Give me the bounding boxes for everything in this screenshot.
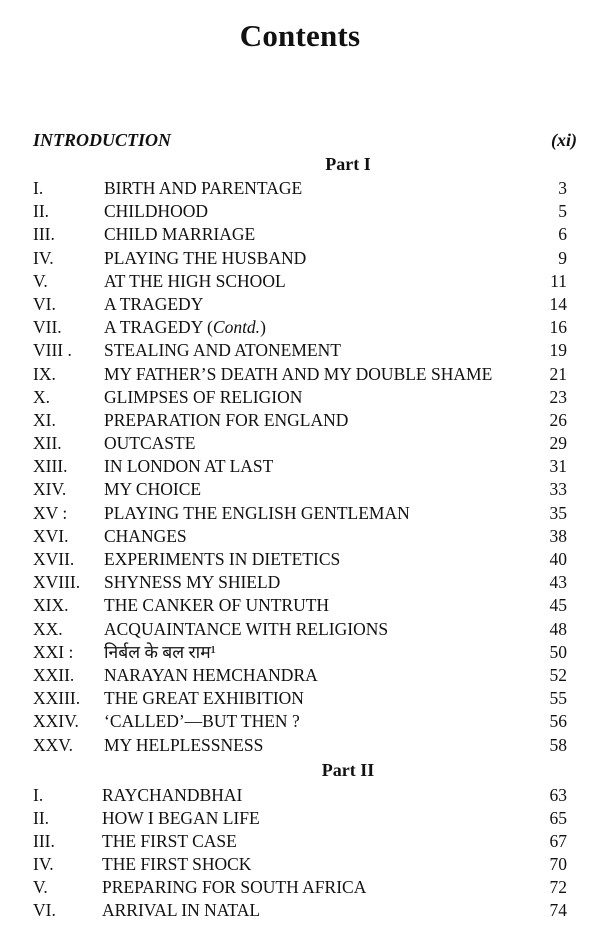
toc-entry (0, 571, 600, 594)
toc-entry (0, 316, 600, 339)
chapter-title: CHILDHOOD (104, 201, 209, 222)
chapter-number: XV : (33, 502, 68, 523)
toc-entry (0, 548, 600, 571)
chapter-title: CHANGES (104, 525, 187, 546)
chapter-page: 56 (549, 711, 567, 732)
toc-entry (0, 525, 600, 548)
toc-entry (0, 455, 600, 478)
chapter-page: 74 (549, 900, 567, 920)
chapter-number: IV. (33, 247, 54, 268)
chapter-number: III. (33, 224, 55, 245)
chapter-page: 43 (549, 572, 567, 593)
chapter-title: PLAYING THE HUSBAND (104, 247, 307, 268)
chapter-title: THE GREAT EXHIBITION (104, 688, 304, 709)
toc-entry (0, 710, 600, 733)
chapter-number: XVIII. (33, 572, 81, 593)
chapter-number: II. (33, 808, 50, 828)
toc-entry (0, 409, 600, 432)
chapter-page: 67 (549, 831, 567, 851)
chapter-number: V. (33, 877, 48, 897)
chapter-number: XII. (33, 433, 62, 454)
toc-entry (0, 807, 600, 830)
chapter-number: XIX. (33, 595, 69, 616)
chapter-number: XVII. (33, 549, 75, 569)
chapter-page: 38 (549, 525, 567, 546)
chapter-page: 63 (549, 785, 567, 805)
chapter-number: XVI. (33, 525, 69, 546)
chapter-number: XIV. (33, 479, 67, 500)
chapter-page: 11 (550, 270, 567, 291)
introduction-entry (33, 130, 577, 154)
toc-entry (0, 478, 600, 501)
toc-entry (0, 339, 600, 362)
chapter-page: 14 (549, 293, 567, 314)
part-2-entries (0, 784, 600, 922)
part-2-heading: Part II (321, 760, 375, 780)
chapter-page: 16 (549, 317, 567, 338)
chapter-page: 26 (549, 409, 567, 430)
toc-entry (0, 177, 600, 200)
toc-entry (0, 899, 600, 922)
toc-entry (0, 830, 600, 853)
chapter-page: 35 (549, 502, 567, 523)
chapter-title: OUTCASTE (104, 433, 196, 454)
chapter-page: 19 (549, 340, 567, 361)
chapter-title: A TRAGEDY (104, 293, 204, 314)
chapter-number: V. (33, 270, 48, 291)
chapter-title: EXPERIMENTS IN DIETETICS (104, 549, 341, 569)
chapter-page: 23 (549, 386, 567, 407)
chapter-number: II. (33, 201, 50, 222)
introduction-label: INTRODUCTION (33, 130, 172, 150)
toc-entry (0, 363, 600, 386)
chapter-title: IN LONDON AT LAST (104, 456, 274, 477)
chapter-title: ACQUAINTANCE WITH RELIGIONS (104, 618, 389, 639)
chapter-number: I. (33, 178, 44, 198)
toc-entry (0, 618, 600, 641)
chapter-page: 29 (549, 433, 567, 454)
chapter-number: XXIV. (33, 711, 79, 732)
chapter-title: ARRIVAL IN NATAL (102, 900, 261, 920)
chapter-number: VIII . (33, 340, 72, 361)
chapter-page: 52 (549, 664, 567, 685)
chapter-title: THE FIRST SHOCK (102, 854, 252, 874)
chapter-title: MY HELPLESSNESS (104, 734, 264, 755)
chapter-number: VI. (33, 293, 56, 314)
chapter-page: 55 (549, 688, 567, 709)
chapter-page: 50 (549, 641, 567, 662)
part-1-entries (0, 177, 600, 757)
toc-entry (0, 386, 600, 409)
toc-entry (0, 594, 600, 617)
chapter-title: CHILD MARRIAGE (104, 224, 256, 245)
chapter-title: RAYCHANDBHAI (102, 785, 243, 805)
chapter-number: XI. (33, 409, 56, 430)
toc-entry (0, 270, 600, 293)
chapter-number: VII. (33, 317, 62, 338)
toc-entry (0, 876, 600, 899)
chapter-page: 40 (549, 549, 567, 569)
chapter-page: 9 (558, 247, 567, 268)
chapter-number: XXI : (33, 641, 74, 662)
chapter-number: III. (33, 831, 55, 851)
chapter-title: AT THE HIGH SCHOOL (104, 270, 286, 291)
toc-entry (0, 432, 600, 455)
toc-entry (0, 784, 600, 807)
chapter-number: X. (33, 386, 51, 407)
toc-entry (0, 200, 600, 223)
chapter-title: HOW I BEGAN LIFE (102, 808, 260, 828)
toc-entry (0, 223, 600, 246)
toc-entry (0, 641, 600, 664)
chapter-number: XXII. (33, 664, 75, 685)
chapter-title: STEALING AND ATONEMENT (104, 340, 341, 361)
chapter-title: MY CHOICE (104, 479, 202, 500)
chapter-page: 58 (549, 734, 567, 755)
chapter-title: A TRAGEDY (Contd.) (104, 317, 266, 338)
chapter-title: BIRTH AND PARENTAGE (104, 178, 303, 198)
chapter-title: MY FATHER’S DEATH AND MY DOUBLE SHAME (104, 363, 493, 384)
toc-entry (0, 247, 600, 270)
chapter-page: 65 (549, 808, 567, 828)
chapter-title: निर्बल के बल राम¹ (104, 641, 216, 662)
chapter-page: 33 (549, 479, 567, 500)
chapter-page: 21 (549, 363, 567, 384)
chapter-title: PREPARATION FOR ENGLAND (104, 409, 349, 430)
chapter-page: 70 (549, 854, 567, 874)
chapter-title: ‘CALLED’—BUT THEN ? (104, 711, 300, 732)
chapter-page: 48 (549, 618, 567, 639)
chapter-number: XX. (33, 618, 63, 639)
toc-entry (0, 853, 600, 876)
chapter-page: 31 (549, 456, 567, 477)
chapter-title: SHYNESS MY SHIELD (104, 572, 281, 593)
chapter-title: THE CANKER OF UNTRUTH (104, 595, 330, 616)
toc-entry (0, 734, 600, 757)
toc-entry (0, 664, 600, 687)
chapter-page: 72 (549, 877, 567, 897)
part-1-heading: Part I (325, 154, 371, 174)
chapter-number: VI. (33, 900, 56, 920)
chapter-page: 3 (558, 178, 567, 198)
chapter-title: THE FIRST CASE (102, 831, 237, 851)
chapter-number: XIII. (33, 456, 68, 477)
chapter-page: 5 (558, 201, 567, 222)
chapter-page: 6 (558, 224, 567, 245)
introduction-page: (xi) (551, 130, 577, 150)
toc-entry (0, 502, 600, 525)
chapter-number: XXIII. (33, 688, 81, 709)
toc-entry (0, 293, 600, 316)
chapter-page: 45 (549, 595, 567, 616)
chapter-title: PREPARING FOR SOUTH AFRICA (102, 877, 367, 897)
chapter-title: PLAYING THE ENGLISH GENTLEMAN (104, 502, 410, 523)
chapter-title: NARAYAN HEMCHANDRA (104, 664, 318, 685)
chapter-number: IV. (33, 854, 54, 874)
page-title: Contents (239, 18, 361, 53)
chapter-number: IX. (33, 363, 56, 384)
toc-entry (0, 687, 600, 710)
chapter-number: I. (33, 785, 44, 805)
chapter-number: XXV. (33, 734, 74, 755)
chapter-title: GLIMPSES OF RELIGION (104, 386, 303, 407)
